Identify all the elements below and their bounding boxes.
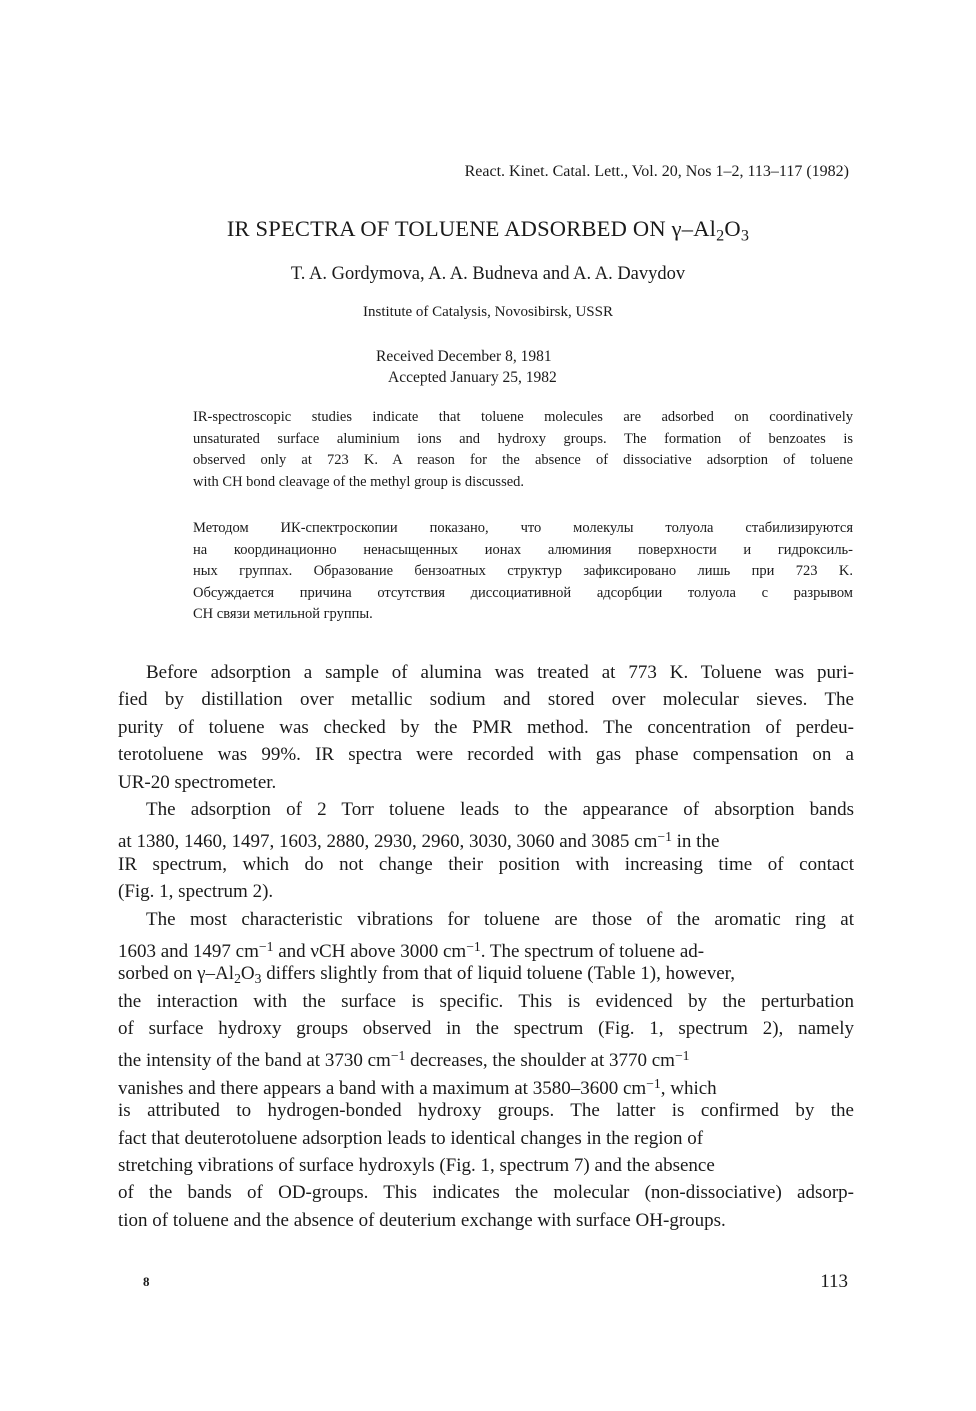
abstract-line: observed only at 723 K. A reason for the absence of dissociative adsorption of toluene (193, 452, 853, 468)
body-line: UR-20 spectrometer. (118, 771, 277, 793)
body-line: IR spectrum, which do not change their position with increasing time of contact (118, 853, 854, 875)
title-text: IR SPECTRA OF TOLUENE ADSORBED ON γ–Al (226, 216, 717, 241)
paper-title (0, 216, 976, 246)
title-subscript-3: 3 (740, 226, 750, 245)
body-line: stretching vibrations of surface hydroxyls (Fig. 1, spectrum 7) and the absence (118, 1155, 715, 1177)
title-text-o: O (724, 216, 741, 241)
body-line: Before adsorption a sample of alumina was treated at 773 K. Toluene was puri- (146, 662, 854, 683)
body-line: the intensity of the band at 3730 $cm^{-1}$ decreases, the shoulder at 3770 $cm^{-1}$ (118, 1048, 690, 1072)
body-line: The most characteristic vibrations for toluene are those of the aromatic ring at (146, 908, 854, 930)
received-date: Received December 8, 1981 (376, 348, 552, 365)
body-line: terotoluene was 99%. IR spectra were recorded with gas phase compensation on a (118, 744, 854, 766)
institute: Institute of Catalysis, Novosibirsk, USSR (362, 304, 613, 320)
body-line: fact that deuterotoluene adsorption leads to identical changes in the region of (118, 1127, 704, 1149)
body-text (118, 659, 854, 1234)
body-line: at 1380, 1460, 1497, 1603, 2880, 2930, 2960, 3030, 3060 and 3085 $cm^{-1}$ in the (118, 829, 720, 853)
sheet-number: 8 (143, 1274, 150, 1289)
body-line: of the bands of OD-groups. This indicates the molecular (non-dissociative) adsorp- (118, 1182, 854, 1204)
body-line: The adsorption of 2 Torr toluene leads to the appearance of absorption bands (146, 798, 854, 820)
abstract-line: IR-spectroscopic studies indicate that toluene molecules are adsorbed on coordinatively (193, 409, 853, 425)
abstract-line: with CH bond cleavage of the methyl group is discussed. (193, 473, 525, 490)
body-line: purity of toluene was checked by the PMR method. The concentration of perdeu- (118, 716, 854, 738)
body-line: fied by distillation over metallic sodium and stored over molecular sieves. The (118, 689, 854, 711)
page-number: 113 (820, 1271, 848, 1292)
body-line: sorbed on $\gamma-Al_2O_3$ differs slightly from that of liquid toluene (Table 1), however, (118, 963, 735, 987)
body-line: 1603 and 1497 $cm^{-1}$ and νCH above 3000 $cm^{-1}$. The spectrum of toluene ad- (118, 938, 705, 963)
abstract-line: ных группах. Образование бензоатных структур зафиксировано лишь при 723 K. (193, 563, 853, 579)
body-line: vanishes and there appears a band with a maximum at 3580–3600 $cm^{-1}$, which (118, 1075, 717, 1099)
body-line: the interaction with the surface is specific. This is evidenced by the perturbation (118, 990, 854, 1012)
accepted-date: Accepted January 25, 1982 (388, 369, 557, 386)
body-line: is attributed to hydrogen-bonded hydroxy groups. The latter is confirmed by the (118, 1100, 854, 1122)
title-subscript-2: 2 (716, 226, 725, 245)
abstract-line: unsaturated surface aluminium ions and hydroxy groups. The formation of benzoates is (193, 430, 853, 447)
body-line: (Fig. 1, spectrum 2). (118, 881, 274, 903)
abstract-line: на координационно ненасыщенных ионах алюминия поверхности и гидроксиль- (193, 541, 853, 558)
abstract-line: СН связи метильной группы. (193, 606, 373, 622)
authors: T. A. Gordymova, A. A. Budneva and A. A. Davydov (290, 264, 686, 284)
abstract-russian (193, 518, 853, 626)
abstract-line: Обсуждается причина отсутствия диссоциативной адсорбции толуола с разрывом (193, 584, 853, 601)
body-line: of surface hydroxy groups observed in the spectrum (Fig. 1, spectrum 2), namely (118, 1018, 854, 1040)
abstract-line: Методом ИК-спектроскопии показано, что молекулы толуола стабилизируются (193, 520, 853, 536)
journal-reference: React. Kinet. Catal. Lett., Vol. 20, Nos 1–2, 113–117 (1982) (464, 163, 849, 180)
body-line: tion of toluene and the absence of deuterium exchange with surface OH-groups. (118, 1209, 726, 1231)
abstract-english (193, 407, 853, 493)
